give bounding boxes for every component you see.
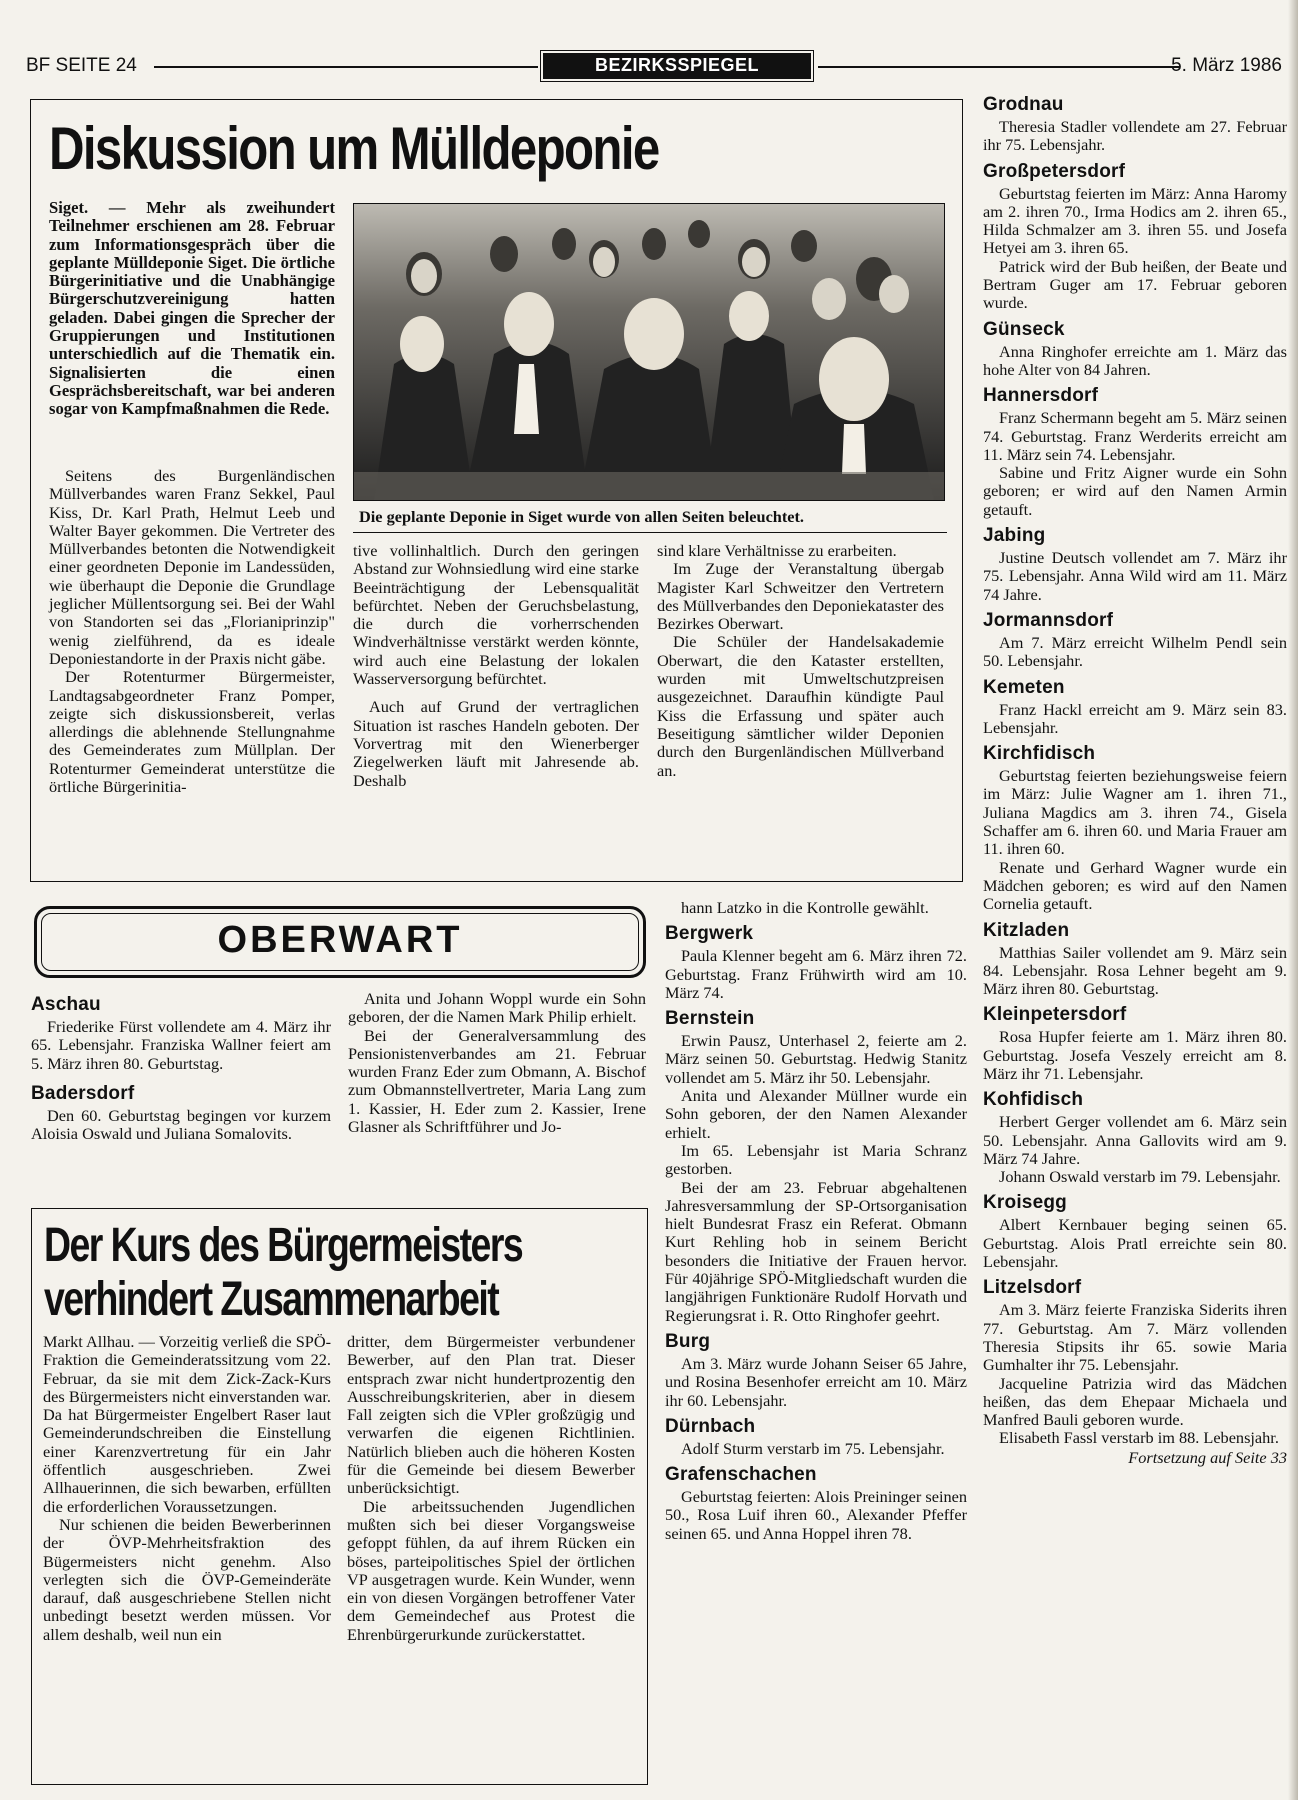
paragraph: Am 7. März erreicht Wilhelm Pendl sein 50. Lebensjahr. — [983, 632, 1287, 671]
paragraph: Patrick wird der Bub heißen, der Beate und Bertram Guger am 17. Februar geboren wurde. — [983, 256, 1287, 313]
paragraph: Anna Ringhofer erreichte am 1. März das hohe Alter von 84 Jahren. — [983, 341, 1287, 379]
paragraph: Erwin Pausz, Unterhasel 2, feierte am 2. März seinen 50. Geburtstag. Hedwig Stanitz vollendet am 5. März ihr 50. Lebensjahr. — [665, 1031, 967, 1087]
paragraph: Geburtstag feierten: Alois Preininger seinen 50., Rosa Luif ihren 60., Alexander Pfeffer seinen 65. und Anna Hoppel ihren 78. — [665, 1487, 967, 1543]
article-headline-line-1: Der Kurs des Bürgermeisters — [44, 1219, 523, 1272]
place-heading: Günseck — [983, 318, 1065, 340]
paragraph: Anita und Johann Woppl wurde ein Sohn geboren, der die Namen Mark Philip erhielt. — [348, 989, 646, 1027]
place-heading: Badersdorf — [31, 1082, 135, 1104]
paragraph: Die Schüler der Handelsakademie Oberwart, die den Kataster erstellten, wurden mit Umweltschutzpreisen ausgezeichnet. Daraufhin kündigte Paul Kiss die Erfassung und später auch Beseitigung sämtlicher wilder Deponien durch den Burgenländischen Müllverband an. — [657, 632, 944, 780]
paragraph: Geburtstag feierten im März: Anna Haromy am 2. ihren 70., Irma Hodics am 2. ihren 65., Hilda Schmalzer am 3. ihren 55. und Josefa Hetyei am 3. ihren 65. — [983, 183, 1287, 258]
section-title: BEZIRKSSPIEGEL — [543, 53, 811, 79]
paragraph: Friederike Fürst vollendete am 4. März ihr 65. Lebensjahr. Franziska Wallner feiert am 5. März ihren 80. Geburtstag. — [31, 1017, 331, 1073]
place-heading: Großpetersdorf — [983, 160, 1126, 182]
paragraph: Markt Allhau. — Vorzeitig verließ die SPÖ-Fraktion die Gemeinderatssitzung vom 22. Februar, da sie mit dem Zick-Zack-Kurs des Bürgermeisters nicht einverstanden war. Da hat Bürgermeister Engelbert Raser laut Gemeinderundschreiben die Einstellung einer Karenzvertretung für ein Jahr öffentlich ausgeschrieben. Zwei Allhauerinnen, die sich bewarben, erfüllten die erforderlichen Voraussetzungen. — [43, 1332, 331, 1516]
article-col-1 — [49, 467, 335, 796]
article-col-1 — [43, 1333, 331, 1644]
page-header — [26, 52, 1282, 82]
oberwart-banner — [34, 906, 646, 978]
place-heading: Kitzladen — [983, 919, 1070, 941]
right-column — [983, 94, 1287, 1467]
place-heading: Kohfidisch — [983, 1089, 1084, 1111]
paragraph: Matthias Sailer vollendet am 9. März sein 84. Lebensjahr. Rosa Lehner begeht am 9. März ihren 80. Geburtstag. — [983, 942, 1287, 999]
audience-photo-illustration — [354, 204, 944, 500]
lead-text: Siget. — Mehr als zweihundert Teilnehmer erschienen am 28. Februar zum Informationsgespräch über die geplante Mülldeponie Siget. Die örtliche Bürgerinitiative und die Unabhängige Bürgerschutzvereinigung hatten geladen. Dabei gingen die Sprecher der Gruppierungen und Institutionen unterschiedlich auf die Thematik ein. Signalisierten die einen Gesprächsbereitschaft, war bei anderen sogar von Kampfmaßnahmen die Rede. — [49, 198, 335, 419]
paragraph: Rosa Hupfer feierte am 1. März ihren 80. Geburtstag. Josefa Veszely erreicht am 8. März ihr 71. Lebensjahr. — [983, 1027, 1287, 1083]
oberwart-col-1 — [31, 988, 331, 1143]
place-heading: Burg — [665, 1330, 711, 1352]
paragraph: Theresia Stadler vollendete am 27. Februar ihr 75. Lebensjahr. — [983, 117, 1287, 155]
paragraph: tive vollinhaltlich. Durch den geringen Abstand zur Wohnsiedlung wird eine starke Beeinträchtigung der Lebensqualität befürchtet. Neben der Geruchsbelastung, die durch die vorherrschenden Windverhältnisse verstärkt werden könnte, wird auch eine Belastung der lokalen Wasserversorgung befürchtet. — [353, 541, 639, 689]
place-heading: Bernstein — [665, 1008, 755, 1030]
paragraph: Anita und Alexander Müllner wurde ein Sohn geboren, der den Namen Alexander erhielt. — [665, 1086, 967, 1142]
paragraph: Am 3. März wurde Johann Seiser 65 Jahre, und Rosina Besenhofer erreicht am 10. März ihr 60. Lebensjahr. — [665, 1353, 967, 1410]
place-heading: Jormannsdorf — [983, 609, 1114, 631]
paragraph: Im 65. Lebensjahr ist Maria Schranz gestorben. — [665, 1140, 967, 1179]
article-muelldeponie — [30, 99, 963, 882]
article-lead — [49, 199, 335, 419]
place-heading: Kemeten — [983, 676, 1065, 698]
paragraph: Johann Oswald verstarb im 79. Lebensjahr. — [999, 1167, 1281, 1187]
paragraph: Albert Kernbauer beging seinen 65. Geburtstag. Alois Pratl erreichte sein 80. Lebensjahr. — [983, 1215, 1287, 1272]
continuation-note[interactable]: Fortsetzung auf Seite 33 — [1128, 1447, 1287, 1467]
place-heading: Kleinpetersdorf — [983, 1004, 1127, 1026]
paragraph: dritter, dem Bürgermeister verbundener Bewerber, auf den Plan trat. Dieser entsprach zwar nicht hundertprozentig den Ausschreibungskriterien, aber in diesem Fall zeigten sich die VPler großzügig und verwarfen die eigenen Richtlinien. Natürlich blieben auch die höheren Kosten für die Gemeinde bei diesem Bewerber unberücksichtigt. — [347, 1332, 635, 1498]
place-heading: Kroisegg — [983, 1192, 1067, 1214]
paragraph: Herbert Gerger vollendet am 6. März sein 50. Lebensjahr. Anna Gallovits wird am 9. März 74 Jahre. — [983, 1112, 1287, 1168]
paragraph: Nur schienen die beiden Bewerberinnen der ÖVP-Mehrheitsfraktion des Bügermeisters nicht genehm. Also verlegten sich die ÖVP-Gemeinderäte darauf, daß ausgeschriebene Stellen nicht unbedingt besetzt werden müssen. Vor allem deshalb, weil nun ein — [43, 1514, 331, 1644]
paragraph: Am 3. März feierte Franziska Siderits ihren 77. Geburtstag. Am 7. März vollenden Theresia Stipsits ihr 65. sowie Maria Gumhalter ihr 75. Lebensjahr. — [983, 1300, 1287, 1375]
section-label — [540, 50, 814, 82]
place-heading: Bergwerk — [665, 923, 754, 945]
paragraph: Justine Deutsch vollendet am 7. März ihr 75. Lebensjahr. Anna Wild wird am 11. März 74 Jahre. — [983, 548, 1287, 604]
paragraph: Den 60. Geburtstag begingen vor kurzem Aloisia Oswald und Juliana Somalovits. — [31, 1105, 331, 1144]
page-folio: BF SEITE 24 — [26, 55, 137, 76]
paragraph: Der Rotenturmer Bürgermeister, Landtagsabgeordneter Franz Pomper, zeigte sich diskussionsbereit, verlas allerdings die ablehnende Stellungnahme des Gemeinderates zum Müllplan. Der Rotenturmer Gemeinderat unterstütze die örtliche Bürgerinitia- — [49, 667, 335, 797]
paragraph: Die arbeitssuchenden Jugendlichen mußten sich bei dieser Vorgangsweise gefoppt fühlen, da auf ihrem Rücken ein böses, parteipolitisches Spiel der örtlichen VP ausgetragen wurde. Kein Wunder, wenn ein von diesen Vorgängen betroffener Vater dem Gemeindechef aus Protest die Ehrenbürgerurkunde zurückerstattet. — [347, 1496, 635, 1644]
paragraph: Bei der Generalversammlung des Pensionistenverbandes am 21. Februar wurden Franz Eder zum Obmann, A. Bischof zum Obmannstellvertreter, Maria Lang zum 1. Kassier, H. Eder zum 2. Kassier, Irene Glasner als Schriftführer und Jo- — [348, 1025, 646, 1137]
paragraph: Im Zuge der Veranstaltung übergab Magister Karl Schweitzer den Vertretern des Müllverbandes den Deponiekataster des Bezirkes Oberwart. — [657, 559, 944, 634]
place-heading: Grodnau — [983, 94, 1064, 115]
article-buergermeister — [31, 1208, 648, 1785]
article-col-2 — [353, 542, 639, 790]
oberwart-col-2 — [348, 990, 646, 1136]
paragraph: hann Latzko in die Kontrolle gewählt. — [681, 898, 929, 917]
place-heading: Jabing — [983, 525, 1046, 547]
paragraph: Adolf Sturm verstarb im 75. Lebensjahr. — [681, 1438, 945, 1458]
middle-column — [665, 899, 967, 1543]
news-photo — [353, 203, 945, 501]
page-date: 5. März 1986 — [1171, 55, 1282, 76]
paragraph: Franz Schermann begeht am 5. März seinen 74. Geburtstag. Franz Werderits erreicht am 11. März sein 74. Lebensjahr. — [983, 408, 1287, 464]
paragraph: Geburtstag feierten beziehungsweise feiern im März: Julie Wagner am 1. ihren 71., Juliana Magdics am 3. ihren 74., Gisela Schaffer am 6. ihren 60. und Maria Frauer am 11. ihren 60. — [983, 766, 1287, 859]
paragraph: Renate und Gerhard Wagner wurde ein Mädchen geboren; es wird auf den Namen Cornelia getauft. — [983, 857, 1287, 914]
place-heading: Kirchfidisch — [983, 743, 1096, 765]
place-heading: Dürnbach — [665, 1415, 756, 1437]
article-headline-line-2: verhindert Zusammenarbeit — [44, 1273, 499, 1326]
paragraph: Auch auf Grund der vertraglichen Situation ist rasches Handeln geboten. Der Vorvertrag mit den Wienerberger Ziegelwerken läuft mit Jahresende ab. Deshalb — [353, 697, 639, 790]
paragraph: Seitens des Burgenländischen Müllverbandes waren Franz Sekkel, Paul Kiss, Dr. Karl Prath, Helmut Leeb und Walter Bayer gekommen. Die Vertreter des Müllverbandes betonten die Notwendigkeit einer geordneten Deponie im Landessüden, wie überhaupt die Deponie die Grundlage jeglicher Müllentsorgung sei. Bei der Wahl von Standorten sei das „Florianiprinzip" wenig zielführend, da es ideale Deponiestandorte in der Praxis nicht gäbe. — [49, 466, 335, 668]
paragraph: Elisabeth Fassl verstarb im 88. Lebensjahr. — [999, 1428, 1279, 1448]
place-heading: Grafenschachen — [665, 1464, 817, 1486]
paragraph: Sabine und Fritz Aigner wurde ein Sohn geboren; er wird auf den Namen Armin getauft. — [983, 463, 1287, 519]
place-heading: Litzelsdorf — [983, 1277, 1082, 1299]
paragraph: Jacqueline Patrizia wird das Mädchen heißen, das dem Ehepaar Michaela und Manfred Bauli geboren wurde. — [983, 1373, 1287, 1430]
place-heading: Aschau — [31, 994, 101, 1015]
paragraph: Paula Klenner begeht am 6. März ihren 72. Geburtstag. Franz Frühwirth wird am 10. März 74. — [665, 946, 967, 1002]
paragraph: Bei der am 23. Februar abgehaltenen Jahresversammlung der SP-Ortsorganisation hielt Bundesrat Frasz ein Referat. Obmann Kurt Rehling hob in seinem Bericht besonders die Initiative der Frauen hervor. Für 40jährige SPÖ-Mitgliedschaft wurden die langjährigen Funktionäre Rudolf Horvath und Regierungsrat i. R. Otto Ringhofer geehrt. — [665, 1177, 967, 1325]
article-col-3 — [657, 542, 944, 780]
article-headline: Diskussion um Mülldeponie — [49, 115, 659, 182]
place-heading: Hannersdorf — [983, 385, 1099, 407]
region-title: OBERWART — [41, 913, 639, 971]
article-col-2 — [347, 1333, 635, 1644]
photo-caption: Die geplante Deponie in Siget wurde von allen Seiten beleuchtet. — [359, 507, 804, 526]
paragraph: Franz Hackl erreicht am 9. März sein 83. Lebensjahr. — [983, 699, 1287, 737]
page-edge — [1288, 0, 1298, 1800]
paragraph: sind klare Verhältnisse zu erarbeiten. — [657, 541, 897, 560]
